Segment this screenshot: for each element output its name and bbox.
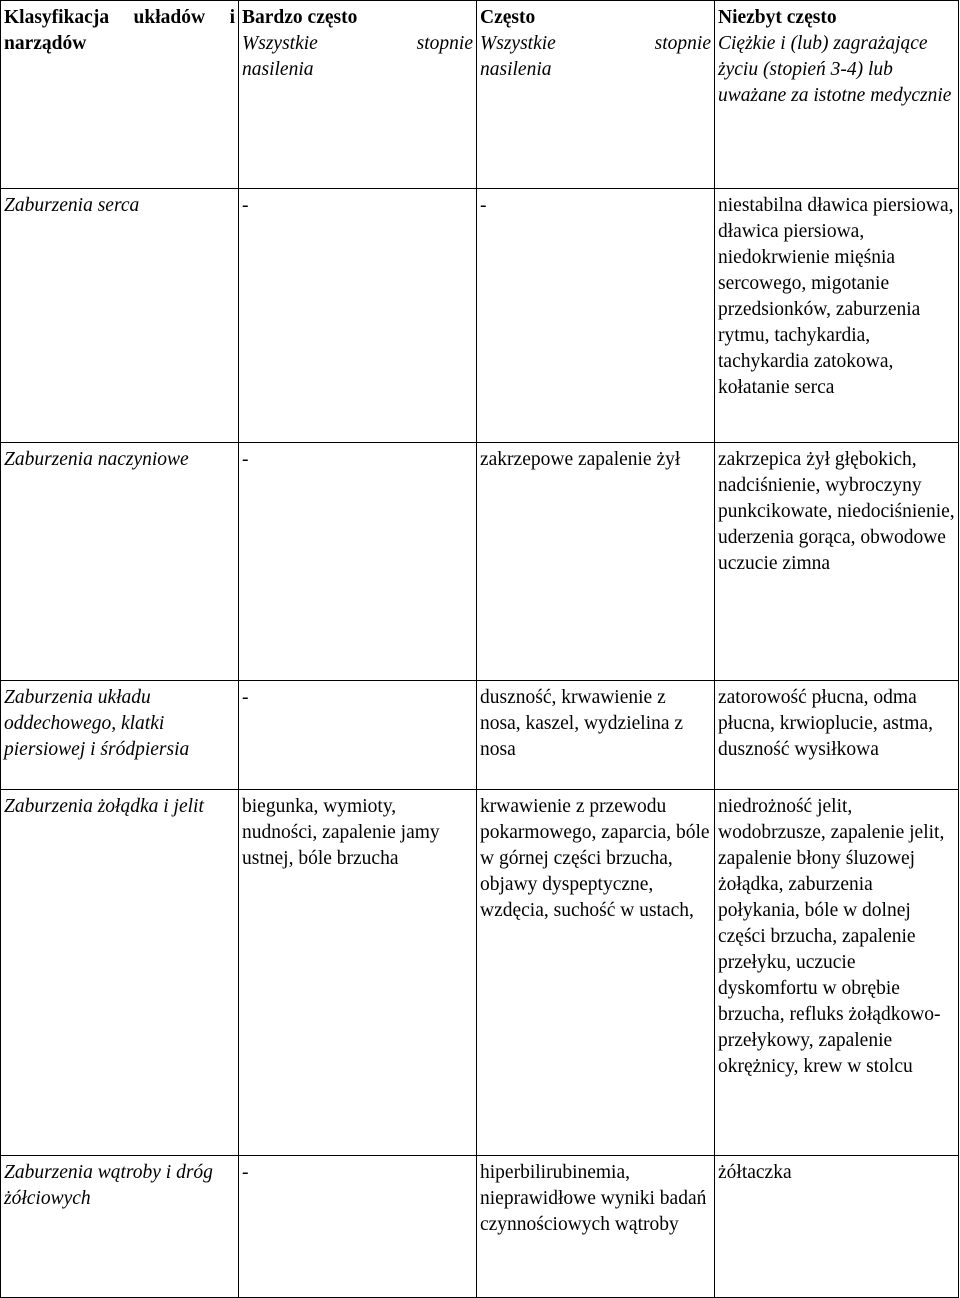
header-common-sub3: nasilenia <box>480 59 552 80</box>
header-very-common-title: Bardzo często <box>242 7 358 28</box>
very-common-cell: - <box>239 681 477 790</box>
very-common-cell: - <box>239 443 477 681</box>
header-very-common-sub2: stopnie <box>416 33 473 54</box>
uncommon-cell: niedrożność jelit, wodobrzusze, zapalenie jelit, zapalenie błony śluzowej żołądka, zaburzenia połykania, bóle w dolnej części brzucha, zapalenie przełyku, uczucie dyskomfortu w obrębie brzucha, refluks żołądkowo-przełykowy, zapalenie okrężnicy, krew w stolcu <box>715 790 959 1156</box>
header-uncommon-sub: Ciężkie i (lub) zagrażające życiu (stopień 3-4) lub uważane za istotne medycznie <box>718 33 952 106</box>
header-very-common <box>239 1 477 189</box>
uncommon-cell: niestabilna dławica piersiowa, dławica piersiowa, niedokrwienie mięśnia sercowego, migotanie przedsionków, zaburzenia rytmu, tachykardia, tachykardia zatokowa, kołatanie serca <box>715 189 959 443</box>
uncommon-cell: zakrzepica żył głębokich, nadciśnienie, wybroczyny punkcikowate, niedociśnienie, uderzenia gorąca, obwodowe uczucie zimna <box>715 443 959 681</box>
very-common-cell: - <box>239 189 477 443</box>
table-row <box>1 790 959 1156</box>
table-row <box>1 443 959 681</box>
common-cell: krwawienie z przewodu pokarmowego, zaparcia, bóle w górnej części brzucha, objawy dyspeptyczne, wzdęcia, suchość w ustach, <box>477 790 715 1156</box>
table-row <box>1 1156 959 1298</box>
very-common-cell: biegunka, wymioty, nudności, zapalenie jamy ustnej, bóle brzucha <box>239 790 477 1156</box>
uncommon-cell: żółtaczka <box>715 1156 959 1298</box>
header-organ-class <box>1 1 239 189</box>
header-organ-class-label: Klasyfikacja układów i narządów <box>4 7 235 54</box>
common-cell: - <box>477 189 715 443</box>
common-cell: duszność, krwawienie z nosa, kaszel, wydzielina z nosa <box>477 681 715 790</box>
common-cell: hiperbilirubinemia, nieprawidłowe wyniki badań czynnościowych wątroby <box>477 1156 715 1298</box>
header-common-title: Często <box>480 7 536 28</box>
header-very-common-sub <box>242 31 473 57</box>
header-row <box>1 1 959 189</box>
header-common <box>477 1 715 189</box>
header-common-sub1: Wszystkie <box>480 33 556 54</box>
uncommon-cell: zatorowość płucna, odma płucna, krwioplucie, astma, duszność wysiłkowa <box>715 681 959 790</box>
header-very-common-sub3: nasilenia <box>242 59 314 80</box>
header-common-sub <box>480 31 711 57</box>
very-common-cell: - <box>239 1156 477 1298</box>
header-uncommon <box>715 1 959 189</box>
organ-cell: Zaburzenia układu oddechowego, klatki piersiowej i śródpiersia <box>1 681 239 790</box>
organ-cell: Zaburzenia wątroby i dróg żółciowych <box>1 1156 239 1298</box>
header-uncommon-title: Niezbyt często <box>718 7 837 28</box>
common-cell: zakrzepowe zapalenie żył <box>477 443 715 681</box>
organ-cell: Zaburzenia naczyniowe <box>1 443 239 681</box>
table-row <box>1 681 959 790</box>
organ-cell: Zaburzenia żołądka i jelit <box>1 790 239 1156</box>
header-very-common-sub1: Wszystkie <box>242 33 318 54</box>
table-row <box>1 189 959 443</box>
header-common-sub2: stopnie <box>654 33 711 54</box>
organ-cell: Zaburzenia serca <box>1 189 239 443</box>
